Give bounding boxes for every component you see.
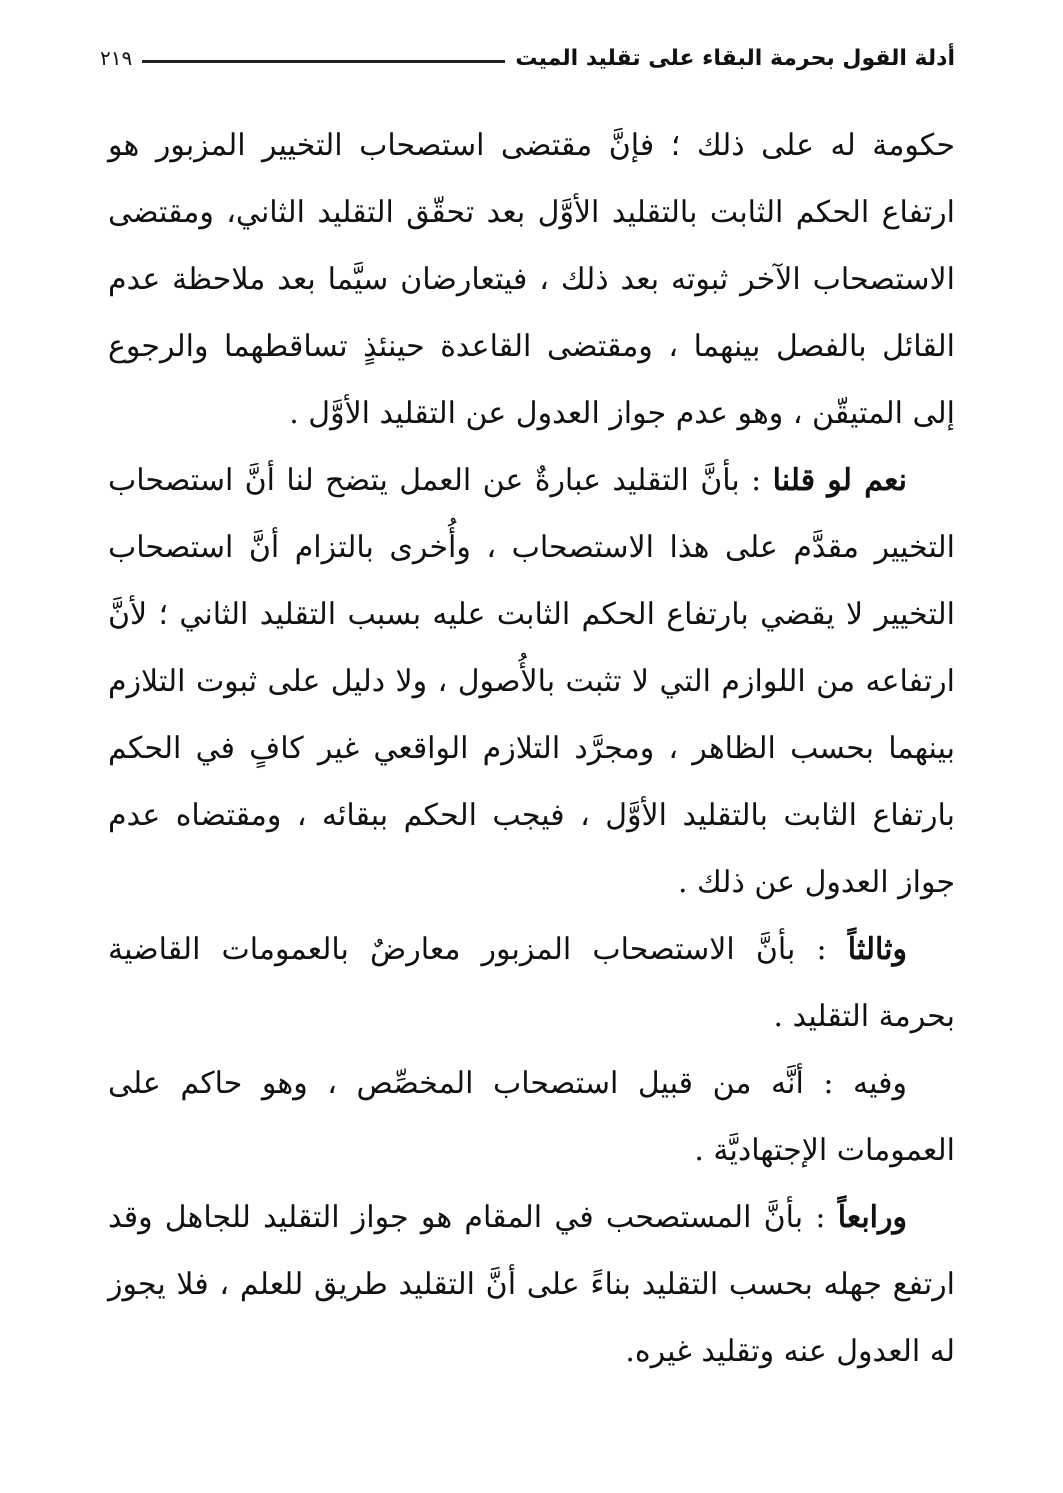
paragraph-1: حكومة له على ذلك ؛ فإنَّ مقتضى استصحاب التخيير المزبور هو ارتفاع الحكم الثابت بالتقليد الأوَّل بعد تحقّق التقليد الثاني، ومقتضى الاستصحاب الآخر ثبوته بعد ذلك ، فيتعارضان سيَّما بعد ملاحظة عدم القائل بالفصل بينهما ، ومقتضى القاعدة حينئذٍ تساقطهما والرجوع إلى المتيقّن ، وهو عدم جواز العدول عن التقليد الأوَّل . xyxy=(108,128,955,431)
running-title: أدلة القول بحرمة البقاء على تقليد الميت xyxy=(515,45,955,71)
page-number: ٢١٩ xyxy=(100,46,133,70)
header-rule xyxy=(142,60,505,63)
paragraph-2 xyxy=(108,447,955,916)
paragraph-2-text: : بأنَّ التقليد عبارةٌ عن العمل يتضح لنا أنَّ استصحاب التخيير مقدَّم على هذا الاستصحاب ، وأُخرى بالتزام أنَّ استصحاب التخيير لا يقضي بارتفاع الحكم الثابت عليه بسبب التقليد الثاني ؛ لأنَّ ارتفاعه من اللوازم التي لا تثبت بالأُصول ، ولا دليل على ثبوت التلازم بينهما بحسب الظاهر ، ومجرَّد التلازم الواقعي غير كافٍ في الحكم بارتفاع الثابت بالتقليد الأوَّل ، فيجب الحكم ببقائه ، ومقتضاه عدم جواز العدول عن ذلك . xyxy=(108,463,955,900)
paragraph-3 xyxy=(108,916,955,1050)
paragraph-3-text: : بأنَّ الاستصحاب المزبور معارضٌ بالعمومات القاضية بحرمة التقليد . xyxy=(108,932,955,1034)
paragraph-5-text: : بأنَّ المستصحب في المقام هو جواز التقليد للجاهل وقد ارتفع جهله بحسب التقليد بناءً على أنَّ التقليد طريق للعلم ، فلا يجوز له العدول عنه وتقليد غيره. xyxy=(108,1200,955,1369)
paragraph-5 xyxy=(108,1184,955,1385)
paragraph-2-lead: نعم لو قلنا xyxy=(772,463,908,498)
body-text xyxy=(108,112,955,1385)
paragraph-3-lead: وثالثاً xyxy=(847,932,907,967)
running-header xyxy=(100,38,955,78)
paragraph-4: وفيه : أنَّه من قبيل استصحاب المخصِّص ، وهو حاكم على العمومات الإجتهاديَّة . xyxy=(108,1066,955,1168)
paragraph-5-lead: ورابعاً xyxy=(837,1200,907,1235)
